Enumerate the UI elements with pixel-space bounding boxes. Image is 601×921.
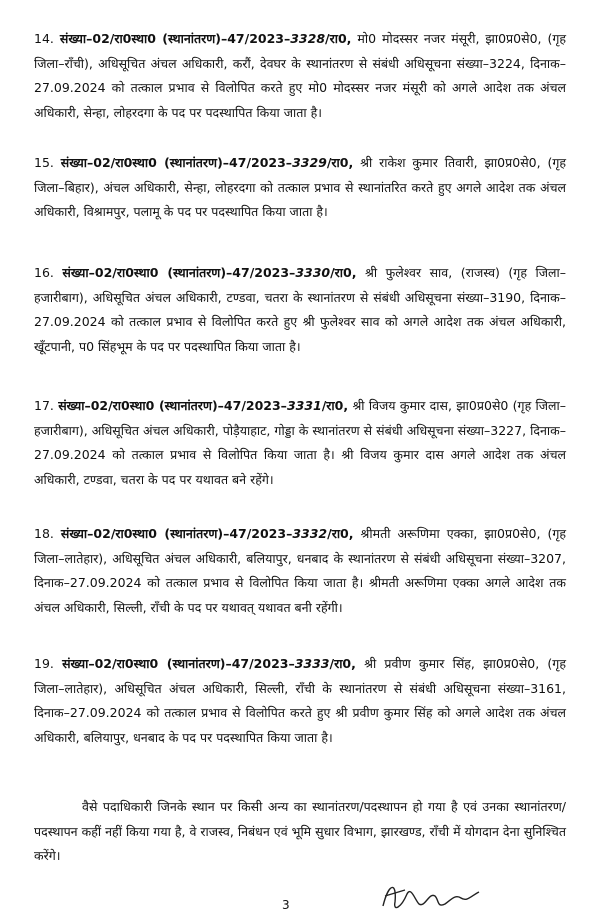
entry-reference: संख्या–02/रा0स्था0 (स्थानांतरण)–47/2023–3330/रा0, <box>62 265 357 280</box>
entry-number: 19. <box>34 656 54 671</box>
entry-number: 17. <box>34 398 54 413</box>
entry-19 <box>34 652 566 750</box>
entry-number: 14. <box>34 31 54 46</box>
entry-16 <box>34 261 566 359</box>
entry-15 <box>34 151 566 225</box>
entry-body: श्रीमती अरूणिमा एक्का, झा0प्र0से0, (गृह जिला–लातेहार), अधिसूचित अंचल अधिकारी, बलियापुर, धनबाद के स्थानांतरण से संबंधी अधिसूचना संख्या–3207, दिनाक–27.09.2024 को तत्काल प्रभाव से विलोपित किया जाता है। श्रीमती अरूणिमा एक्का अगले आदेश तक अंचल अधिकारी, सिल्ली, राँची के पद पर यथावत् यथावत बनी रहेंगी। <box>34 526 566 615</box>
entry-body: श्री प्रवीण कुमार सिंह, झा0प्र0से0, (गृह जिला–लातेहार), अधिसूचित अंचल अधिकारी, सिल्ली, राँची के स्थानांतरण से संबंधी अधिसूचना संख्या–3161, दिनाक–27.09.2024 को तत्काल प्रभाव से विलोपित करते हुए श्री प्रवीण कुमार सिंह को अगले आदेश तक अंचल अधिकारी, बलियापुर, धनबाद के पद पर पदस्थापित किया जाता है। <box>34 656 566 745</box>
entry-reference: संख्या–02/रा0स्था0 (स्थानांतरण)–47/2023–3328/रा0, <box>59 31 352 46</box>
page-number: 3 <box>282 898 290 912</box>
entry-body: श्री राकेश कुमार तिवारी, झा0प्र0से0, (गृह जिला–बिहार), अंचल अधिकारी, सेन्हा, लोहरदगा को तत्काल प्रभाव से स्थानांतरित करते हुए अगले आदेश तक अंचल अधिकारी, विश्रामपुर, पलामू के पद पर पदस्थापित किया जाता है। <box>34 155 567 219</box>
entry-body: श्री विजय कुमार दास, झा0प्र0से0 (गृह जिला–हजारीबाग), अधिसूचित अंचल अधिकारी, पोड़ैयाहाट, गोड्डा के स्थानांतरण से संबंधी अधिसूचना संख्या–3227, दिनाक–27.09.2024 को तत्काल प्रभाव से विलोपित किया जाता है। श्री विजय कुमार दास अगले आदेश तक अंचल अधिकारी, टण्डवा, चतरा के पद पर यथावत बने रहेंगे। <box>34 398 567 487</box>
entry-body: मो0 मोदस्सर नजर मंसूरी, झा0प्र0से0, (गृह जिला–राँची), अधिसूचित अंचल अधिकारी, करौं, देवघर के स्थानांतरण से संबंधी अधिसूचना संख्या–3224, दिनाक–27.09.2024 को तत्काल प्रभाव से विलोपित करते हुए मो0 मोदस्सर नजर मंसूरी को अगले आदेश तक अंचल अधिकारी, सेन्हा, लोहरदगा के पद पर पदस्थापित किया जाता है। <box>34 31 567 120</box>
entry-18 <box>34 522 566 620</box>
entry-body: श्री फुलेश्वर साव, (राजस्व) (गृह जिला–हजारीबाग), अधिसूचित अंचल अधिकारी, टण्डवा, चतरा के स्थानांतरण से संबंधी अधिसूचना संख्या–3190, दिनाक–27.09.2024 को तत्काल प्रभाव से विलोपित करते हुए श्री फुलेश्वर साव को अगले आदेश तक अंचल अधिकारी, खूँटपानी, प0 सिंहभूम के पद पर पदस्थापित किया जाता है। <box>34 265 566 354</box>
entry-reference: संख्या–02/रा0स्था0 (स्थानांतरण)–47/2023–3333/रा0, <box>62 656 356 671</box>
entry-number: 15. <box>34 155 54 170</box>
entry-number: 16. <box>34 265 54 280</box>
entry-reference: संख्या–02/रा0स्था0 (स्थानांतरण)–47/2023–3331/रा0, <box>58 398 349 413</box>
entry-reference: संख्या–02/रा0स्था0 (स्थानांतरण)–47/2023–3332/रा0, <box>60 526 354 541</box>
entry-14 <box>34 27 566 125</box>
signature-image <box>375 878 485 918</box>
entry-17 <box>34 394 566 492</box>
entry-number: 18. <box>34 526 54 541</box>
entry-reference: संख्या–02/रा0स्था0 (स्थानांतरण)–47/2023–3329/रा0, <box>60 155 354 170</box>
closing-paragraph: वैसे पदाधिकारी जिनके स्थान पर किसी अन्य का स्थानांतरण/पदस्थापन हो गया है एवं उनका स्थानांतरण/पदस्थापन कहीं नहीं किया गया है, वे राजस्व, निबंधन एवं भूमि सुधार विभाग, झारखण्ड, राँची में योगदान देना सुनिश्चित करेंगे। <box>34 799 566 863</box>
